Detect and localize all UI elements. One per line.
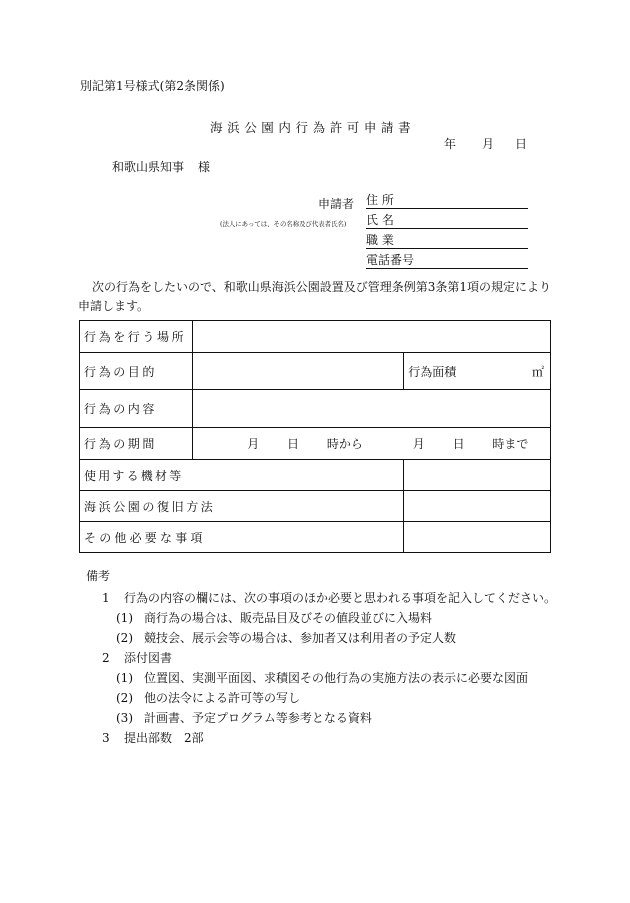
intro-text: 次の行為をしたいので、和歌山県海浜公園設置及び管理条例第3条第1項の規定により申請します。 <box>78 280 552 313</box>
note-text: 行為の内容の欄には、次の事項のほか必要と思われる事項を記入してください。 <box>124 591 557 605</box>
period-end-day: 日 <box>452 437 465 451</box>
document-title: 海浜公園内行為許可申請書 <box>210 120 416 135</box>
note-number: (1) <box>116 671 133 685</box>
note-item-1 <box>102 589 556 606</box>
area-unit: ㎡ <box>531 364 544 379</box>
note-text: 競技会、展示会等の場合は、参加者又は利用者の予定人数 <box>144 631 457 645</box>
note-text: 他の法令による許可等の写し <box>144 691 301 705</box>
note-number: (1) <box>116 611 133 625</box>
address-field[interactable] <box>366 193 528 209</box>
addressee-honorific: 様 <box>198 160 211 174</box>
period-input-cell[interactable] <box>193 428 551 460</box>
note-number: 1 <box>102 591 110 605</box>
note-number: (2) <box>116 631 133 645</box>
restoration-label: 海浜公園の復旧方法 <box>84 499 216 514</box>
period-start-day: 日 <box>287 437 300 451</box>
phone-field[interactable] <box>366 253 528 269</box>
occupation-field[interactable] <box>366 233 528 249</box>
date-day-label: 日 <box>515 137 528 151</box>
table-row <box>80 428 551 460</box>
table-row <box>80 353 551 390</box>
note-number: 2 <box>102 651 110 665</box>
addressee <box>112 158 210 175</box>
table-row <box>80 390 551 428</box>
table-row <box>80 522 551 553</box>
period-end-month: 月 <box>412 437 425 451</box>
note-text: 提出部数 2部 <box>124 731 204 745</box>
purpose-label: 行為の目的 <box>80 353 193 390</box>
table-row <box>80 491 551 522</box>
note-item-2 <box>102 649 172 666</box>
note-text: 計画書、予定プログラム等参考となる資料 <box>144 711 372 725</box>
other-label: その他必要な事項 <box>84 530 206 545</box>
note-text: 位置図、実測平面図、求積図その他行為の実施方法の表示に必要な図面 <box>144 671 529 685</box>
applicant-label: 申請者 <box>318 197 355 211</box>
notes-heading: 備考 <box>86 569 111 583</box>
note-number: 3 <box>102 731 110 745</box>
equipment-input-cell[interactable] <box>404 460 551 491</box>
note-item-2-1 <box>116 669 528 686</box>
table-row <box>80 321 551 353</box>
note-item-2-3 <box>116 709 372 726</box>
place-input-cell[interactable] <box>193 321 551 353</box>
period-end-hour: 時まで <box>492 437 529 451</box>
other-label-cell <box>80 522 404 553</box>
note-item-2-2 <box>116 689 300 706</box>
phone-field-label: 電話番号 <box>366 253 415 267</box>
content-label: 行為の内容 <box>80 390 193 428</box>
table-row <box>80 460 551 491</box>
occupation-field-label: 職 業 <box>366 233 394 247</box>
area-label: 行為面積 <box>408 364 457 379</box>
place-label: 行為を行う場所 <box>80 321 193 353</box>
period-label: 行為の期間 <box>80 428 193 460</box>
addressee-name: 和歌山県知事 <box>112 160 185 174</box>
note-item-1-1 <box>116 609 432 626</box>
date-month-label: 月 <box>482 137 495 151</box>
restoration-label-cell <box>80 491 404 522</box>
note-text: 商行為の場合は、販売品目及びその値段並びに入場料 <box>144 611 433 625</box>
application-table <box>79 320 551 553</box>
note-number: (3) <box>116 711 133 725</box>
note-text: 添付図書 <box>124 651 173 665</box>
corporate-note: (法人にあっては、その名称及び代表者氏名) <box>220 220 347 228</box>
note-item-1-2 <box>116 629 456 646</box>
name-field[interactable] <box>366 213 528 229</box>
date-year-label: 年 <box>444 137 457 151</box>
note-number: (2) <box>116 691 133 705</box>
equipment-label: 使用する機材等 <box>84 468 184 483</box>
period-start-month: 月 <box>247 437 260 451</box>
name-field-label: 氏 名 <box>366 213 394 227</box>
area-cell[interactable] <box>404 353 551 390</box>
period-start-hour: 時から <box>326 437 363 451</box>
equipment-label-cell <box>80 460 404 491</box>
note-item-3 <box>102 729 204 746</box>
content-input-cell[interactable] <box>193 390 551 428</box>
restoration-input-cell[interactable] <box>404 491 551 522</box>
purpose-input-cell[interactable] <box>193 353 404 390</box>
address-field-label: 住 所 <box>366 193 394 207</box>
form-number-label: 別記第1号様式(第2条関係) <box>80 79 225 93</box>
other-input-cell[interactable] <box>404 522 551 553</box>
